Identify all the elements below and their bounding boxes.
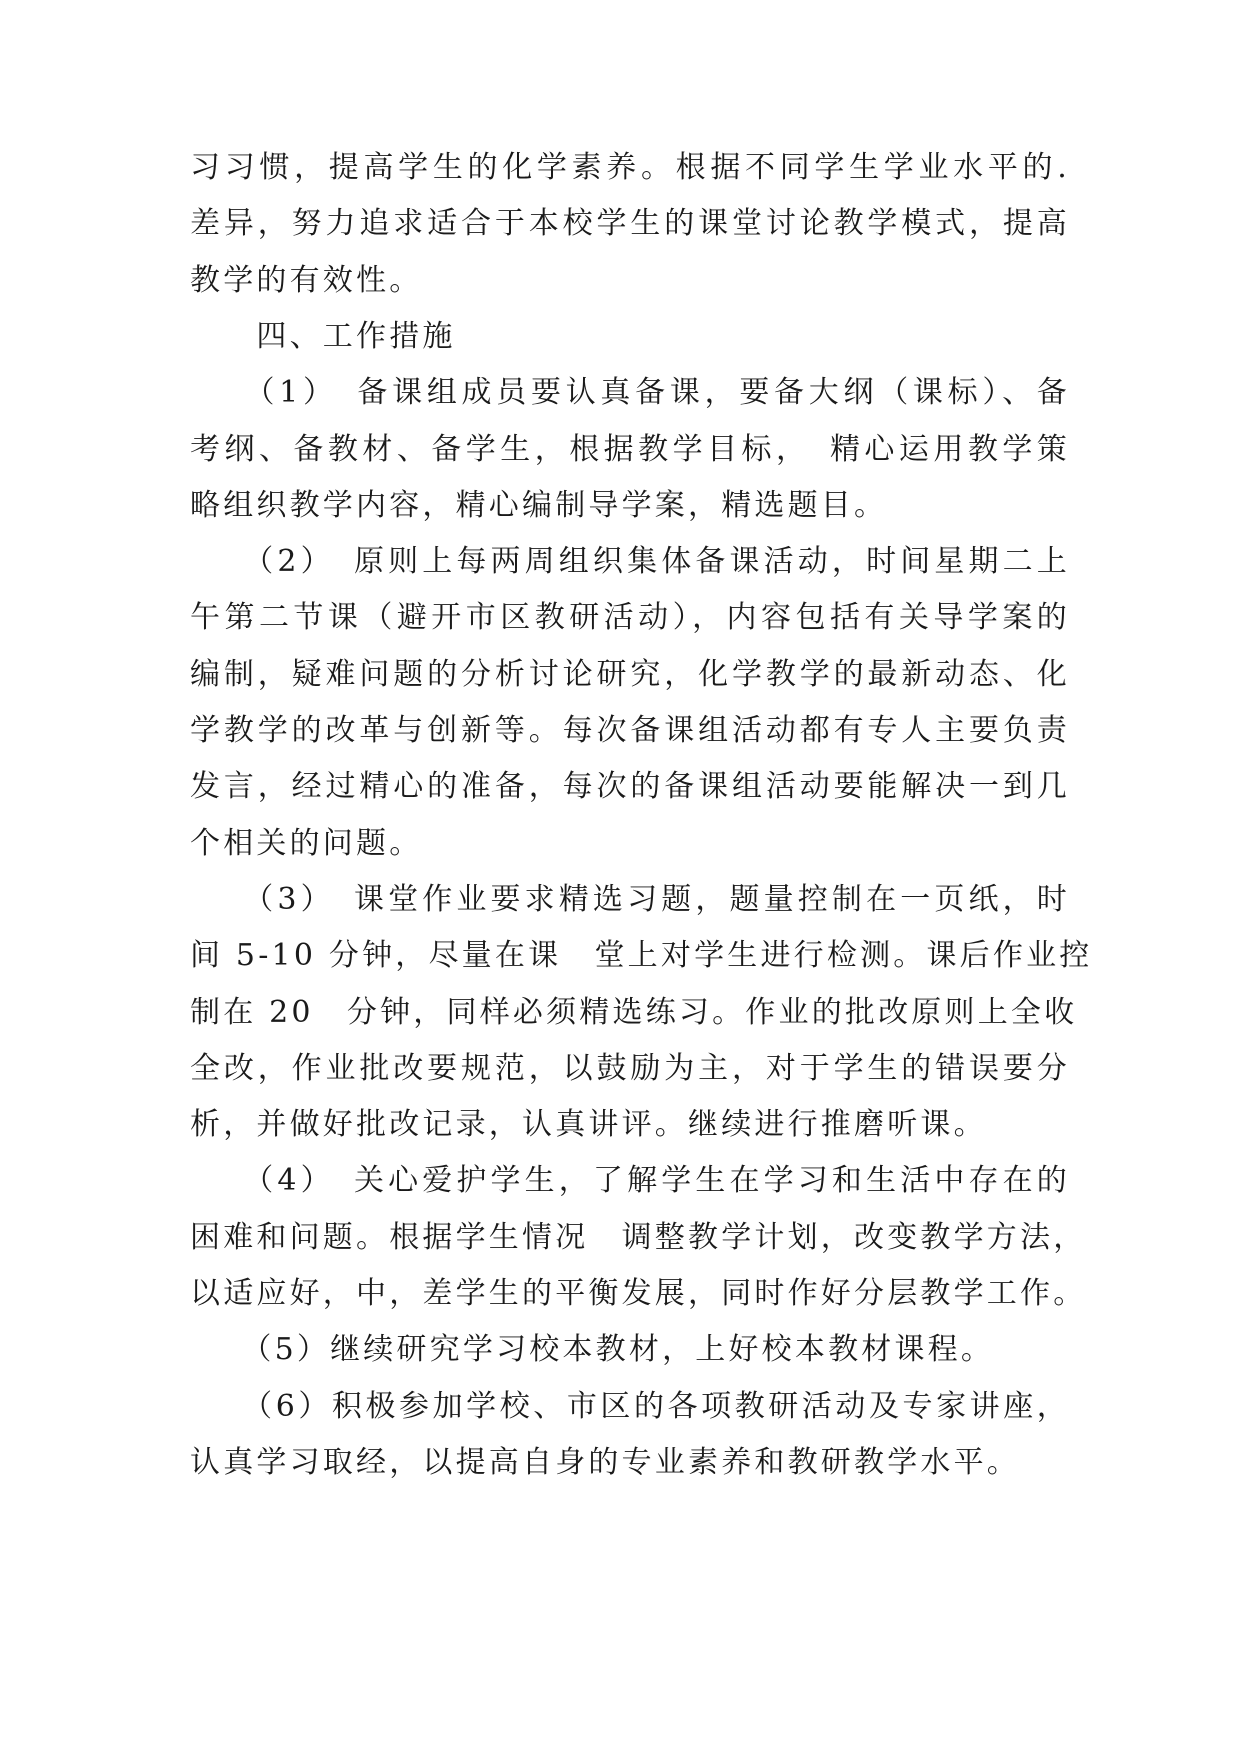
text-line: （2） 原则上每两周组织集体备课活动，时间星期二上 — [190, 544, 1070, 580]
text-line: 学教学的改革与创新等。每次备课组活动都有专人主要负责 — [190, 713, 1070, 748]
text-line: 编制，疑难问题的分析讨论研究，化学教学的最新动态、化 — [190, 656, 1070, 692]
text-line: 考纲、备教材、备学生，根据教学目标， 精心运用教学策 — [190, 431, 1070, 467]
text-line: 午第二节课（避开市区教研活动），内容包括有关导学案的 — [190, 600, 1070, 636]
text-line: 困难和问题。根据学生情况 调整教学计划，改变教学方法， — [190, 1219, 1087, 1255]
text-line: 以适应好，中，差学生的平衡发展，同时作好分层教学工作。 — [190, 1276, 1087, 1311]
text-line: （6）积极参加学校、市区的各项教研活动及专家讲座， — [190, 1388, 1070, 1424]
text-line: （5）继续研究学习校本教材，上好校本教材课程。 — [190, 1332, 995, 1368]
text-line: 教学的有效性。 — [190, 262, 423, 298]
text-line: 略组织教学内容，精心编制导学案，精选题目。 — [190, 487, 888, 523]
text-line: 认真学习取经，以提高自身的专业素养和教研教学水平。 — [190, 1444, 1020, 1480]
text-line: 全改，作业批改要规范，以鼓励为主，对于学生的错误要分 — [190, 1050, 1070, 1086]
text-line: 制在 20 分钟，同样必须精选练习。作业的批改原则上全收 — [190, 994, 1078, 1030]
text-line: （4） 关心爱护学生，了解学生在学习和生活中存在的 — [190, 1163, 1070, 1199]
text-line: 析，并做好批改记录，认真讲评。继续进行推磨听课。 — [190, 1107, 987, 1143]
text-line: 间 5-10 分钟，尽量在课 堂上对学生进行检测。课后作业控 — [190, 938, 1093, 974]
text-line: 习习惯，提高学生的化学素养。根据不同学生学业水平的. — [190, 150, 1070, 185]
text-line: （1） 备课组成员要认真备课，要备大纲（课标）、备 — [190, 375, 1070, 411]
text-line: 差异，努力追求适合于本校学生的课堂讨论教学模式，提高 — [190, 206, 1070, 242]
text-line: 四、工作措施 — [190, 318, 456, 354]
text-line: 发言，经过精心的准备，每次的备课组活动要能解决一到几 — [190, 769, 1070, 805]
text-line: 个相关的问题。 — [190, 825, 423, 861]
text-line: （3） 课堂作业要求精选习题，题量控制在一页纸，时 — [190, 881, 1070, 917]
